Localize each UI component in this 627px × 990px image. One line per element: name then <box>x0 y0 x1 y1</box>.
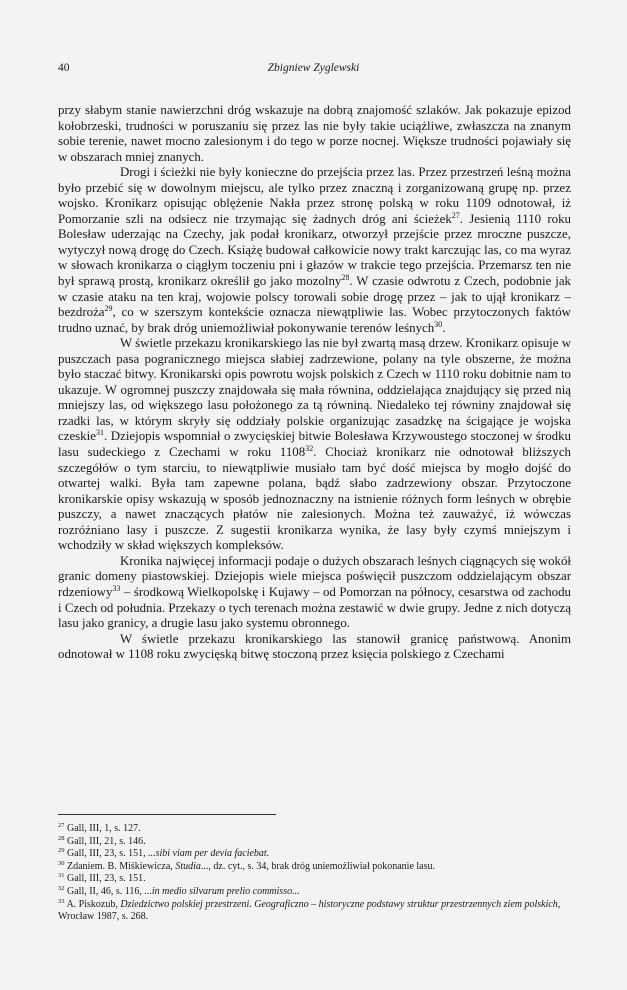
footnote-reference: 30 <box>58 859 65 867</box>
footnote-reference: 32 <box>58 884 65 892</box>
text-run: . Chociaż kronikarz nie odnotował bliższych szczegółów o tym starciu, to niewątpliwie musiało tam być dość miejsca by mogło dojść do otwartej walki. Była tam zapewne polana, bądź słabo zadrzewiony obszar. Przytoczone kronikarskie opisy wskazują w sposób jednoznaczny na istnienie różnych form leśnych w obrębie puszczy, a nawet znaczących płatów nie zalesionych. Można też zauważyć, iż wówczas rozróżniano lasy i puszcze. Z sugestii kronikarza wynika, że lasy były czymś mniejszym i wchodziły w skład większych kompleksów. <box>58 445 571 553</box>
text-run: ..., dz. cyt., s. 34, brak dróg uniemożliwiał pokonanie lasu. <box>200 860 435 872</box>
text-run: W świetle przekazu kronikarskiego las stanowił granicę państwową. Anonim odnotował w 1108 roku zwycięską bitwę stoczoną przez księcia polskiego z Czechami <box>58 631 571 662</box>
italic-text: ...in medio silvarum prelio commisso... <box>144 885 300 897</box>
paragraph <box>58 632 571 663</box>
text-run: Gall, II, 46, s. 116, <box>64 885 145 897</box>
footnote-reference: 30 <box>434 319 443 329</box>
page-number: 40 <box>58 62 70 74</box>
text-run: Drogi i ścieżki nie były konieczne do przejścia przez las. Przez przestrzeń leśną można było przebić się w dowolnym miejscu, ale tylko przez znaczną i zorganizowaną grupę np. przez wojsko. Kronikarz opisując oblężenie Nakła przez stronę polską w roku 1109 odnotował, iż Pomorzanie szli na odsiecz nie trzymając się żadnych dróg ani ścieżek <box>58 165 571 226</box>
footnotes <box>58 823 571 924</box>
footnote-rule <box>58 814 276 815</box>
text-run: Kronika najwięcej informacji podaje o dużych obszarach leśnych ciągnących się wokół granic domeny piastowskiej. Dziejopis wiele miejsca poświęcił puszczom oddzielającym obszar rdzeniowy <box>58 553 571 599</box>
text-run: Gall, III, 23, s. 151. <box>64 873 146 885</box>
footnote-reference: 32 <box>305 444 314 454</box>
paragraph <box>58 165 571 336</box>
footnote-reference: 27 <box>58 822 65 829</box>
footnote-reference: 33 <box>112 583 121 593</box>
footnote <box>58 836 571 849</box>
body-text <box>58 103 571 663</box>
text-run: , co w szerszym kontekście oznacza niewątpliwie las. Wobec przytoczonych faktów trudno uznać, by brak dróg uniemożliwiał pokonywanie terenów leśnych <box>58 305 571 335</box>
text-run: Zdaniem. B. Miśkiewicza, <box>64 860 176 872</box>
text-run: . Jesienią 1110 roku Bolesław uderzając na Czechy, jak podał kronikarz, otworzył przejście przez mroczne puszcze, wytyczył nową drogę do Czech. Książę budował całkowicie nowy trakt karczując las, co ma wyraz w słowach kronikarza o ciągłym toczeniu pni i głazów w trakcie tego przejścia. Przemarsz ten nie był sprawą prostą, kronikarz określił go jako mozolny <box>58 211 571 289</box>
text-run: Gall, III, 1, s. 127. <box>64 823 141 834</box>
footnote <box>58 886 571 899</box>
footnote <box>58 899 571 924</box>
text-run: . <box>442 320 446 335</box>
footnote-reference: 31 <box>95 428 104 438</box>
footnote-reference: 33 <box>58 897 65 905</box>
text-run: Gall, III, 23, s. 151, <box>64 848 149 860</box>
footnote <box>58 861 571 874</box>
italic-text: Studia <box>175 860 201 872</box>
paragraph <box>58 336 571 554</box>
footnote <box>58 823 571 836</box>
footnote-reference: 29 <box>104 304 113 314</box>
page-header <box>58 62 569 78</box>
footnote-reference: 29 <box>58 847 65 855</box>
text-run: W świetle przekazu kronikarskiego las nie był zwartą masą drzew. Kronikarz opisuje w puszczach pasa pogranicznego miejsca słabiej zadrzewione, polany na tyle obszerne, że można było staczać bitwy. Kronikarski opis powrotu wojsk polskich z Czech w 1110 roku dobitnie nam to ukazuje. W ogromnej puszczy znajdowała się mała równina, oddzielająca znajdujący się przed nią mniejszy las, od większego lasu położonego za tą równiną. Niedaleko tej równiny znajdował się rzadki las, w którym skryły się oddziały polskie organizując zasadzkę na ścigające je wojska czeskie <box>58 336 572 444</box>
text-run: – środkową Wielkopolskę i Kujawy – od Pomorzan na północy, cesarstwa od zachodu i Czech od południa. Przekazy o tych terenach można zestawić w dwie grupy. Jedne z nich dotyczą lasu jako granicy, a drugie lasu jako systemu obronnego. <box>58 584 571 631</box>
italic-text: ...sibi viam per devia faciebat. <box>148 848 270 860</box>
text-run: Gall, III, 21, s. 146. <box>64 835 146 847</box>
footnote <box>58 873 571 886</box>
footnote-reference: 28 <box>58 834 65 842</box>
text-run: . W czasie odwrotu z Czech, podobnie jak w czasie ataku na ten kraj, wojowie polscy torowali sobie drogę przez – jak to ujął kronikarz – bezdroża <box>58 274 572 320</box>
paragraph <box>58 103 571 165</box>
text-run: . Dziejopis wspomniał o zwycięskiej bitwie Bolesława Krzywoustego stoczonej w środku lasu sudeckiego z Czechami w roku 1108 <box>58 429 571 460</box>
footnote-reference: 28 <box>341 273 350 283</box>
footnote-reference: 31 <box>58 872 65 880</box>
text-run: A. Piskozub, <box>64 898 121 910</box>
paragraph <box>58 554 571 632</box>
text-run: , Wrocław 1987, s. 268. <box>58 898 561 923</box>
text-run: przy słabym stanie nawierzchni dróg wskazuje na dobrą znajomość szlaków. Jak pokazuje epizod kołobrzeski, trudności w poruszaniu się przez las nie były takie uciążliwe, zwłaszcza na znanym sobie terenie, nawet mocno zalesionym i do tego w porze nocnej. Większe trudności pojawiały się w obszarach mniej znanych. <box>58 103 571 164</box>
italic-text: Dziedzictwo polskiej przestrzeni. Geograficzno – historyczne podstawy struktur przestrzennych ziem polskich <box>120 898 558 910</box>
running-title: Zbigniew Zyglewski <box>267 62 360 74</box>
footnote-reference: 27 <box>451 210 460 220</box>
footnote <box>58 848 571 861</box>
